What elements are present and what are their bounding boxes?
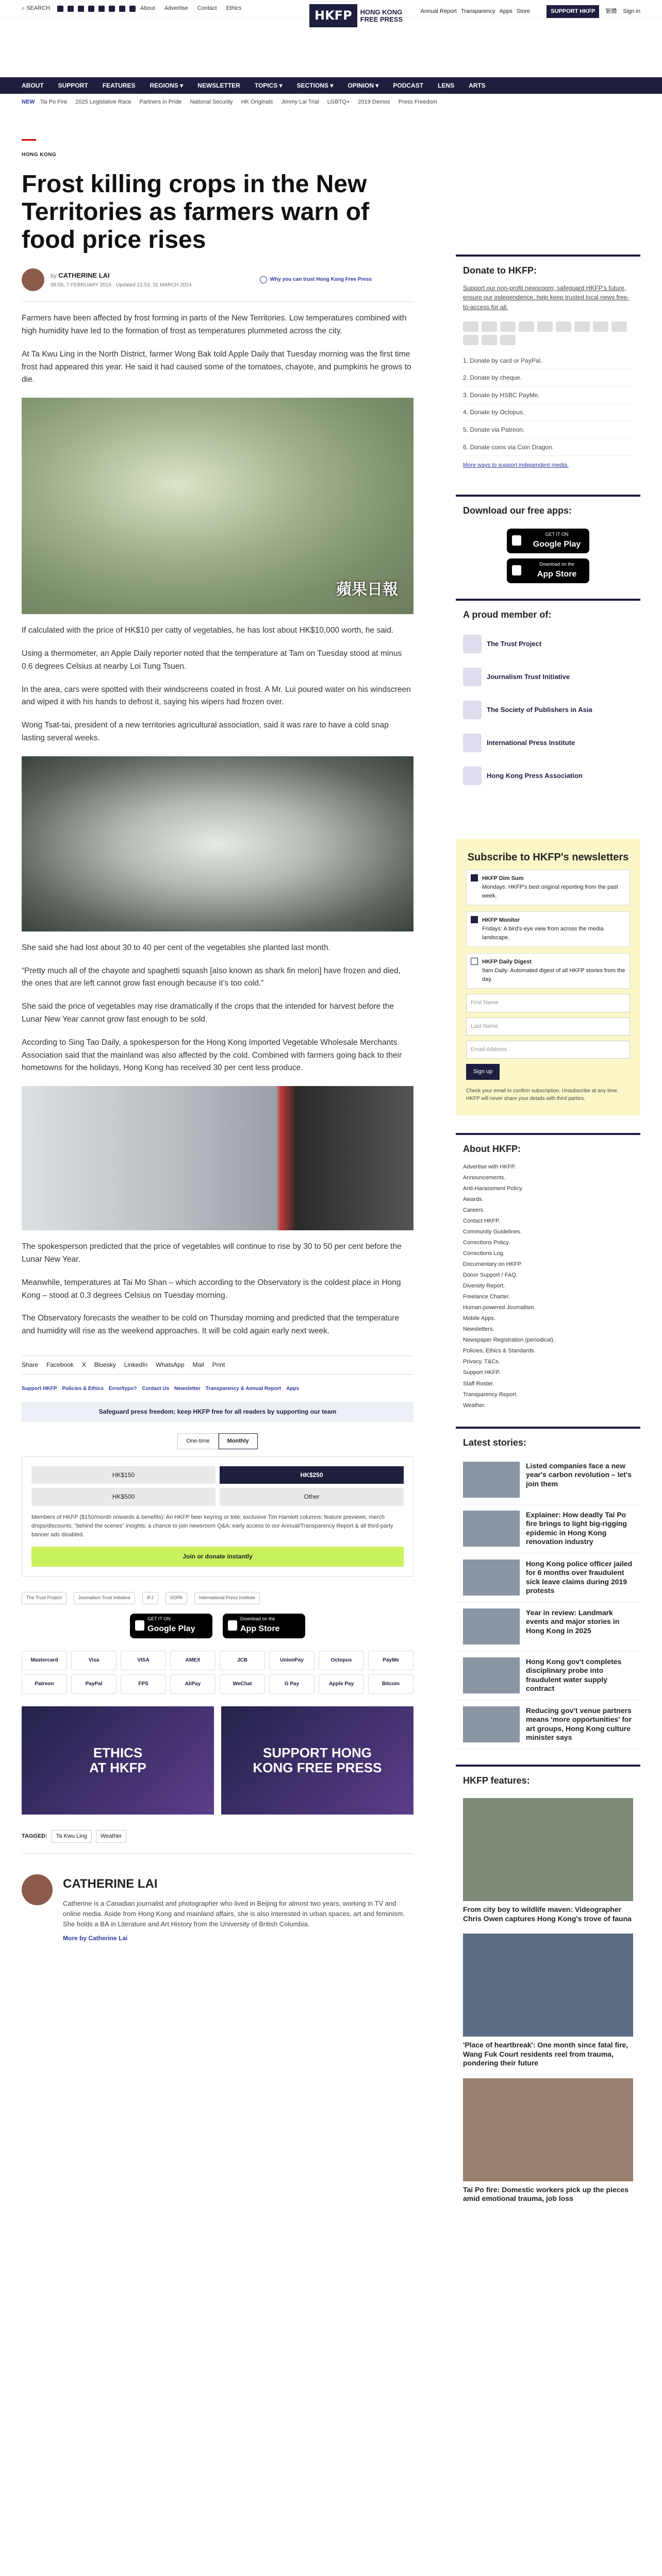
payment-logo: Apple Pay (319, 1674, 364, 1694)
support-button[interactable]: SUPPORT HKFP (547, 5, 599, 18)
sidebar (456, 255, 640, 2209)
share-print[interactable]: Print (212, 1361, 225, 1368)
about-link[interactable]: Announcements. (463, 1174, 506, 1181)
author-box-avatar[interactable] (22, 1874, 53, 1905)
story-thumbnail[interactable] (463, 1608, 520, 1645)
article-paragraph: If calculated with the price of HK$10 per catty of vegetables, he has lost about HK$10,000 worth, he said. (22, 626, 394, 635)
article-paragraph: According to Sing Tao Daily, a spokesperson for the Hong Kong Imported Vegetable Wholesale Merchants Association said that the mainland was also affected by the cold. Combined with farmers going back to their hometowns for the holidays, Hong Kong has received 30 per cent less produce. (22, 1038, 402, 1073)
about-link[interactable]: Advertise with HKFP. (463, 1163, 516, 1170)
newsletter-note: Check your email to confirm subscription. Unsubscribe at any time. HKFP will never share your details with third parties. (466, 1088, 619, 1102)
facebook-icon[interactable] (57, 6, 63, 12)
about-link[interactable]: Anti-Harassment Policy. (463, 1185, 523, 1192)
badge[interactable]: SOPA (166, 1592, 187, 1604)
story-item[interactable]: Hong Kong police officer jailed for 6 months over fraudulent sick leave claims during 2019 protests (456, 1553, 640, 1602)
about-widget (456, 1133, 640, 1411)
payment-logo: FPS (121, 1674, 166, 1694)
threads-icon[interactable] (88, 6, 94, 12)
about-link[interactable]: Documentary on HKFP. (463, 1261, 522, 1267)
newsletter-option[interactable]: HKFP Daily Digest 9am Daily: Automated digest of all HKFP stories from the day. (466, 953, 630, 989)
story-item[interactable]: Explainer: How deadly Tai Po fire brings to light big-rigging epidemic in Hong Kong renovation industry (456, 1504, 640, 1553)
story-thumbnail[interactable] (463, 1462, 520, 1498)
donate-widget-title: Donate to HKFP: (463, 265, 537, 276)
latest-title: Latest stories: (463, 1437, 527, 1448)
top-link-report[interactable]: Annual Report (420, 8, 457, 14)
transparency-link[interactable]: Transparency & Annual Report (205, 1385, 282, 1392)
nav-item[interactable]: SUPPORT (58, 81, 88, 89)
frost-plant-photo (22, 398, 413, 614)
more-by-author-link[interactable]: More by Catherine Lai (63, 1935, 128, 1942)
top-right (421, 5, 640, 18)
nav-item[interactable]: TOPICS ▾ (254, 81, 283, 89)
payment-methods (22, 1651, 413, 1694)
payment-logo: Mastercard (22, 1651, 67, 1670)
share-label: Share (22, 1361, 39, 1368)
payment-logo: AMEX (170, 1651, 216, 1670)
trending-item[interactable]: Partners in Pride (139, 99, 182, 106)
promo-videos (22, 1706, 413, 1815)
story-thumbnail[interactable] (463, 1706, 520, 1742)
author-bio: Catherine is a Canadian journalist and photographer who lived in Beijing for almost two years, working in TV and online media. Aside from Hong Kong and mainland affairs, she is also interested in urban spaces, art and feminism. She holds a BA in Literature and Art History from the University of British Columbia. (63, 1899, 405, 1928)
badge[interactable]: International Press Institute (194, 1592, 260, 1604)
about-link[interactable]: Careers. (463, 1207, 485, 1213)
share-linkedin[interactable]: LinkedIn (124, 1361, 148, 1368)
newsletter-option[interactable]: HKFP Dim Sum Mondays: HKFP's best original reporting from the past week. (466, 870, 630, 905)
payment-logo: UnionPay (269, 1651, 315, 1670)
top-link-store[interactable]: Store (516, 8, 531, 14)
about-link[interactable]: Freelance Charter. (463, 1294, 510, 1300)
support-video[interactable]: SUPPORT HONG KONG FREE PRESS (221, 1706, 413, 1815)
about-link[interactable]: Human-powered Journalism. (463, 1304, 536, 1311)
author-avatar[interactable] (22, 268, 44, 291)
about-link[interactable]: Awards. (463, 1196, 484, 1202)
story-item[interactable]: Hong Kong gov't completes disciplinary probe into fraudulent water supply contract (456, 1651, 640, 1700)
apps-widget-title: Download our free apps: (463, 505, 572, 516)
app-store-button[interactable]: Download on the App Store (223, 1614, 305, 1638)
member-logo[interactable]: The Trust Project (456, 628, 640, 660)
nav-item[interactable]: FEATURES (102, 81, 136, 89)
app-store-button[interactable]: Download on the App Store (507, 558, 589, 583)
member-logo[interactable]: Hong Kong Press Association (456, 759, 640, 792)
feature-item[interactable]: Tai Po fire: Domestic workers pick up the pieces amid emotional trauma, job loss (456, 2073, 640, 2209)
author-prefix: by (51, 273, 57, 280)
donation-form (22, 1456, 413, 1577)
proud-title: A proud member of: (463, 609, 552, 620)
payment-logo: PayMe (368, 1651, 413, 1670)
one-time-tab[interactable]: One-time (177, 1433, 218, 1449)
photo-watermark: 蘋果日報 (336, 580, 398, 599)
sopa-icon (463, 701, 482, 719)
google-play-icon (512, 535, 521, 546)
story-item[interactable]: Year in review: Landmark events and major stories in Hong Kong in 2025 (456, 1602, 640, 1651)
amount-option[interactable]: Other (220, 1488, 404, 1506)
trending-item[interactable]: 2025 Legislative Race (75, 99, 131, 106)
app-store-buttons (22, 1614, 413, 1638)
policies-link[interactable]: Policies & Ethics (62, 1385, 104, 1392)
logo-line-1: HONG KONG (360, 8, 403, 16)
frosted-car-photo (22, 1086, 413, 1230)
about-link[interactable]: Community Guidelines. (463, 1228, 522, 1235)
google-play-button[interactable]: GET IT ON Google Play (507, 529, 589, 553)
ipi-icon (463, 734, 482, 752)
newsletter-option[interactable]: HKFP Monitor Fridays: A bird's-eye view from across the media landscape. (466, 911, 630, 947)
apple-icon (228, 1620, 237, 1631)
trending-nav (22, 94, 640, 111)
feature-image[interactable] (463, 1934, 633, 2037)
article-paragraph: Using a thermometer, an Apple Daily reporter noted that the temperature at Tam on Tuesday stood at minus 0.6 degrees Celsius at nearby Loi Tung Tsuen. (22, 649, 402, 671)
trust-project-icon (463, 635, 482, 653)
feature-item[interactable]: 'Place of heartbreak': One month since fatal fire, Wang Fuk Court residents reel from trauma, pondering their future (456, 1928, 640, 2073)
article-paragraph: She said the price of vegetables may rise dramatically if the crops that the intended for harvest before the Lunar New Year cannot grow fast enough to be sold. (22, 1002, 394, 1024)
tag[interactable]: Weather (96, 1830, 126, 1843)
checkbox[interactable] (471, 874, 478, 882)
apps-link[interactable]: Apps (286, 1385, 300, 1392)
site-logo[interactable] (309, 4, 403, 27)
trust-link[interactable]: Why you can trust Hong Kong Free Press (260, 276, 372, 284)
more-ways-link[interactable]: More ways to support independent media. (463, 462, 569, 469)
payment-logo: Bitcoin (368, 1674, 413, 1694)
proud-member-widget (456, 599, 640, 792)
nav-item[interactable]: OPINION ▾ (347, 81, 379, 89)
error-link[interactable]: Error/typo? (108, 1385, 137, 1392)
share-bluesky[interactable]: Bluesky (94, 1361, 116, 1368)
nav-item[interactable]: ARTS (469, 81, 486, 89)
nav-item[interactable]: LENS (438, 81, 455, 89)
article-paragraph: Wong Tsat-tai, president of a new territories agricultural association, said it was rare to have a cold snap lasting several weeks. (22, 721, 389, 742)
top-link-apps[interactable]: Apps (499, 8, 512, 14)
story-item[interactable]: Listed companies face a new year's carbon revolution – let's join them (456, 1455, 640, 1504)
member-logo[interactable]: Journalism Trust Initiative (456, 660, 640, 693)
about-link[interactable]: Contact HKFP. (463, 1217, 500, 1224)
member-logo[interactable]: The Society of Publishers in Asia (456, 693, 640, 726)
first-name-input[interactable]: First Name (466, 994, 630, 1012)
trending-item[interactable]: Jimmy Lai Trial (281, 99, 319, 106)
top-links (136, 4, 246, 13)
about-link[interactable]: Transparency Report. (463, 1391, 518, 1398)
about-link[interactable]: Corrections Policy. (463, 1239, 510, 1246)
badge[interactable]: Journalism Trust Initiative (74, 1592, 136, 1604)
features-widget (456, 1765, 640, 2209)
donate-method[interactable]: 4. Donate by Octopus. (463, 404, 633, 421)
badge[interactable]: IFJ (142, 1592, 158, 1604)
article-title: Frost killing crops in the New Territories as farmers warn of food price rises (22, 170, 370, 253)
payment-logo: Visa (71, 1651, 117, 1670)
story-thumbnail[interactable] (463, 1511, 520, 1547)
trending-label: NEW (22, 99, 35, 106)
about-link[interactable]: Newspaper Registration (periodical). (463, 1337, 555, 1344)
apple-icon (512, 565, 521, 575)
payment-logo: JCB (220, 1651, 265, 1670)
article-paragraph: The spokesperson predicted that the price of vegetables will continue to rise by 30 to 50 per cent before the Lunar New Year. (22, 1242, 402, 1264)
membership-text: Members of HKFP ($150/month onwards & benefits): An HKFP beer keyring or tote; exclusive Tim Hamlett columns; feature previews; merch drops/discounts; “behind the scenes” insights; a chance to join newsroom Q&A; early access to our Annual/Transparency Report & all third-party banner ads disabled. (31, 1514, 393, 1538)
bluesky-icon[interactable] (109, 6, 115, 12)
article-paragraph: In the area, cars were spotted with their windscreens coated in frost. A Mr. Lui poured water on his windscreen and wiped it with his hands to defrost it, saying his wipers had frozen over. (22, 685, 411, 707)
tags (22, 1830, 413, 1843)
article-paragraph: She said she had lost about 30 to 40 per cent of the vegetables she planted last month. (22, 943, 330, 952)
about-link[interactable]: Donor Support / FAQ. (463, 1272, 518, 1279)
email-input[interactable]: Email Address (466, 1041, 630, 1059)
top-link-contact[interactable]: Contact (197, 5, 217, 12)
share-bar (22, 1355, 413, 1375)
main-nav (0, 77, 662, 94)
share-x[interactable]: X (81, 1361, 86, 1368)
article-category[interactable]: HONG KONG (22, 152, 57, 158)
amount-option[interactable]: HK$250 (220, 1466, 404, 1484)
author-box (22, 1874, 413, 1943)
article-paragraph: At Ta Kwu Ling in the North District, farmer Wong Bak told Apple Daily that Tuesday morning was the first time frost had appeared this year. He said it had caused some of the tomatoes, chayote, and pumpkins he grows to die. (22, 349, 411, 384)
monthly-tab[interactable]: Monthly (219, 1433, 258, 1449)
donate-method[interactable]: 1. Donate by card or PayPal. (463, 352, 633, 370)
top-link-ethics[interactable]: Ethics (226, 5, 242, 12)
amount-option[interactable]: HK$150 (31, 1466, 216, 1484)
trending-item[interactable]: HK Originals (241, 99, 273, 106)
payment-logo: Patreon (22, 1674, 67, 1694)
signup-button[interactable]: Sign up (466, 1064, 500, 1080)
about-link[interactable]: Diversity Report. (463, 1283, 505, 1290)
newsletter-title: Subscribe to HKFP's newsletters (467, 852, 629, 863)
feature-item[interactable]: From city boy to wildlife maven: Videographer Chris Owen captures Hong Kong's trove of fauna (456, 1793, 640, 1928)
donate-method[interactable]: 6. Donate coins via Coin Dragon. (463, 439, 633, 456)
payment-logo: PayPal (71, 1674, 117, 1694)
logo-mark: HKFP (309, 4, 357, 27)
x-icon[interactable] (68, 6, 74, 12)
top-bar (0, 0, 662, 23)
trending-item[interactable]: Tai Po Fire (40, 99, 68, 106)
google-play-button[interactable]: GET IT ON Google Play (130, 1614, 212, 1638)
payment-logo: AliPay (170, 1674, 216, 1694)
donate-widget-text[interactable]: Support our non-profit newsroom; safeguard HKFP's future, ensure our independence, help keep trusted local news free-to-access for all. (463, 284, 630, 311)
support-links (22, 1385, 413, 1393)
sign-in-link[interactable]: Sign in (623, 8, 640, 14)
jti-icon (463, 668, 482, 686)
share-mail[interactable]: Mail (192, 1361, 204, 1368)
donate-method[interactable]: 3. Donate by HSBC PayMe. (463, 387, 633, 404)
story-thumbnail[interactable] (463, 1657, 520, 1693)
donate-widget (456, 255, 640, 477)
badge[interactable]: The Trust Project (22, 1592, 67, 1604)
kicker-rule (22, 139, 36, 141)
nav-item[interactable]: SECTIONS ▾ (296, 81, 334, 89)
logo-line-2: FREE PRESS (360, 15, 403, 23)
share-whatsapp[interactable]: WhatsApp (156, 1361, 185, 1368)
latest-stories-widget (456, 1427, 640, 1749)
donate-method[interactable]: 2. Donate by cheque. (463, 369, 633, 387)
member-logo[interactable]: International Press Institute (456, 726, 640, 759)
tags-label: TAGGED: (22, 1833, 47, 1839)
feature-image[interactable] (463, 2078, 633, 2181)
article-dates: 08:06, 7 FEBRUARY 2016 · Updated 21:53, 31 MARCH 2024 (51, 282, 192, 288)
tag[interactable]: Ta Kwu Ling (52, 1830, 92, 1843)
about-link[interactable]: Newsletters. (463, 1326, 494, 1333)
article-paragraph: “Pretty much all of the chayote and spaghetti squash [also known as shark fin melon] have frozen and died, the ones that are left cannot grow fast enough because it’s too cold.” (22, 966, 401, 988)
story-item[interactable]: Reducing gov't venue partners means 'more opportunities' for art groups, Hong Kong culture minister says (456, 1700, 640, 1749)
frequency-toggle (22, 1433, 413, 1449)
about-title: About HKFP: (463, 1143, 521, 1154)
payment-logo: VISA (121, 1651, 166, 1670)
article-paragraph: The Observatory forecasts the weather to be cold on Thursday morning and predicted that the temperature and humidity will rise as the weekend approaches. It will be cold again early next week. (22, 1314, 400, 1336)
donate-method[interactable]: 5. Donate via Patreon. (463, 421, 633, 439)
payment-logo: WeChat (220, 1674, 265, 1694)
hkpa-icon (463, 767, 482, 785)
payment-logo: Octopus (319, 1651, 364, 1670)
nav-item[interactable]: ABOUT (22, 81, 44, 89)
membership-badges (22, 1592, 413, 1604)
google-play-icon (135, 1620, 144, 1631)
language-link[interactable]: 繁體 (605, 8, 617, 14)
telegram-icon[interactable] (129, 6, 136, 12)
newsletter-link[interactable]: Newsletter (174, 1385, 201, 1392)
checkbox[interactable] (471, 958, 478, 965)
about-link[interactable]: Staff Roster. (463, 1380, 494, 1387)
about-link[interactable]: Policies, Ethics & Standards. (463, 1348, 536, 1354)
article-paragraph: Meanwhile, temperatures at Tai Mo Shan – which according to the Observatory is the coldest place in Hong Kong – stood at 0.3 degrees Celsius on Tuesday morning. (22, 1278, 401, 1300)
ethics-video[interactable]: ETHICS AT HKFP (22, 1706, 214, 1815)
support-link[interactable]: Support HKFP (22, 1385, 57, 1392)
top-link-transparency[interactable]: Transparency (460, 8, 495, 14)
trust-icon (260, 276, 267, 283)
last-name-input[interactable]: Last Name (466, 1018, 630, 1036)
article-paragraph: Farmers have been affected by frost forming in parts of the New Territories. Low temperatures combined with high humidity have led to the formation of frost as temperatures plummeted across the city. (22, 314, 407, 335)
features-title: HKFP features: (463, 1775, 530, 1786)
about-link[interactable]: Weather. (463, 1402, 486, 1409)
share-facebook[interactable]: Facebook (46, 1361, 74, 1368)
nav-item[interactable]: PODCAST (393, 81, 424, 89)
card-logos (463, 321, 633, 345)
trending-item[interactable]: 2019 Demos (358, 99, 390, 106)
search-link[interactable]: ⌕ SEARCH (22, 5, 51, 12)
feature-image[interactable] (463, 1798, 633, 1901)
nav-item[interactable]: NEWSLETTER (197, 81, 240, 89)
about-link[interactable]: Corrections Log. (463, 1250, 505, 1257)
byline (22, 268, 413, 291)
newsletter-widget (456, 839, 640, 1115)
nav-item[interactable]: REGIONS ▾ (150, 81, 184, 89)
top-link-advertise[interactable]: Advertise (164, 5, 188, 12)
about-link[interactable]: Support HKFP. (463, 1369, 501, 1376)
apps-widget (456, 495, 640, 583)
youtube-icon[interactable] (98, 6, 105, 12)
top-link-about[interactable]: About (140, 5, 155, 12)
donate-button[interactable]: Join or donate instantly (31, 1547, 404, 1567)
trending-item[interactable]: National Security (190, 99, 233, 106)
author-box-name[interactable]: CATHERINE LAI (63, 1876, 158, 1891)
trending-item[interactable]: LGBTQ+ (327, 99, 350, 106)
trending-item[interactable]: Press Freedom (398, 99, 437, 106)
article-column (22, 77, 413, 2209)
donate-banner[interactable]: Safeguard press freedom; keep HKFP free for all readers by supporting our team (22, 1402, 413, 1422)
instagram-icon[interactable] (78, 6, 84, 12)
amount-option[interactable]: HK$500 (31, 1488, 216, 1506)
social-icons (57, 6, 136, 12)
checkbox[interactable] (471, 916, 478, 923)
author-name[interactable]: CATHERINE LAI (58, 272, 110, 280)
linkedin-icon[interactable] (119, 6, 125, 12)
payment-logo: G Pay (269, 1674, 315, 1694)
contact-link[interactable]: Contact Us (142, 1385, 170, 1392)
frost-leaves-photo (22, 756, 413, 931)
story-thumbnail[interactable] (463, 1560, 520, 1596)
about-link[interactable]: Privacy, T&Cs. (463, 1359, 500, 1365)
about-link[interactable]: Mobile Apps. (463, 1315, 495, 1322)
